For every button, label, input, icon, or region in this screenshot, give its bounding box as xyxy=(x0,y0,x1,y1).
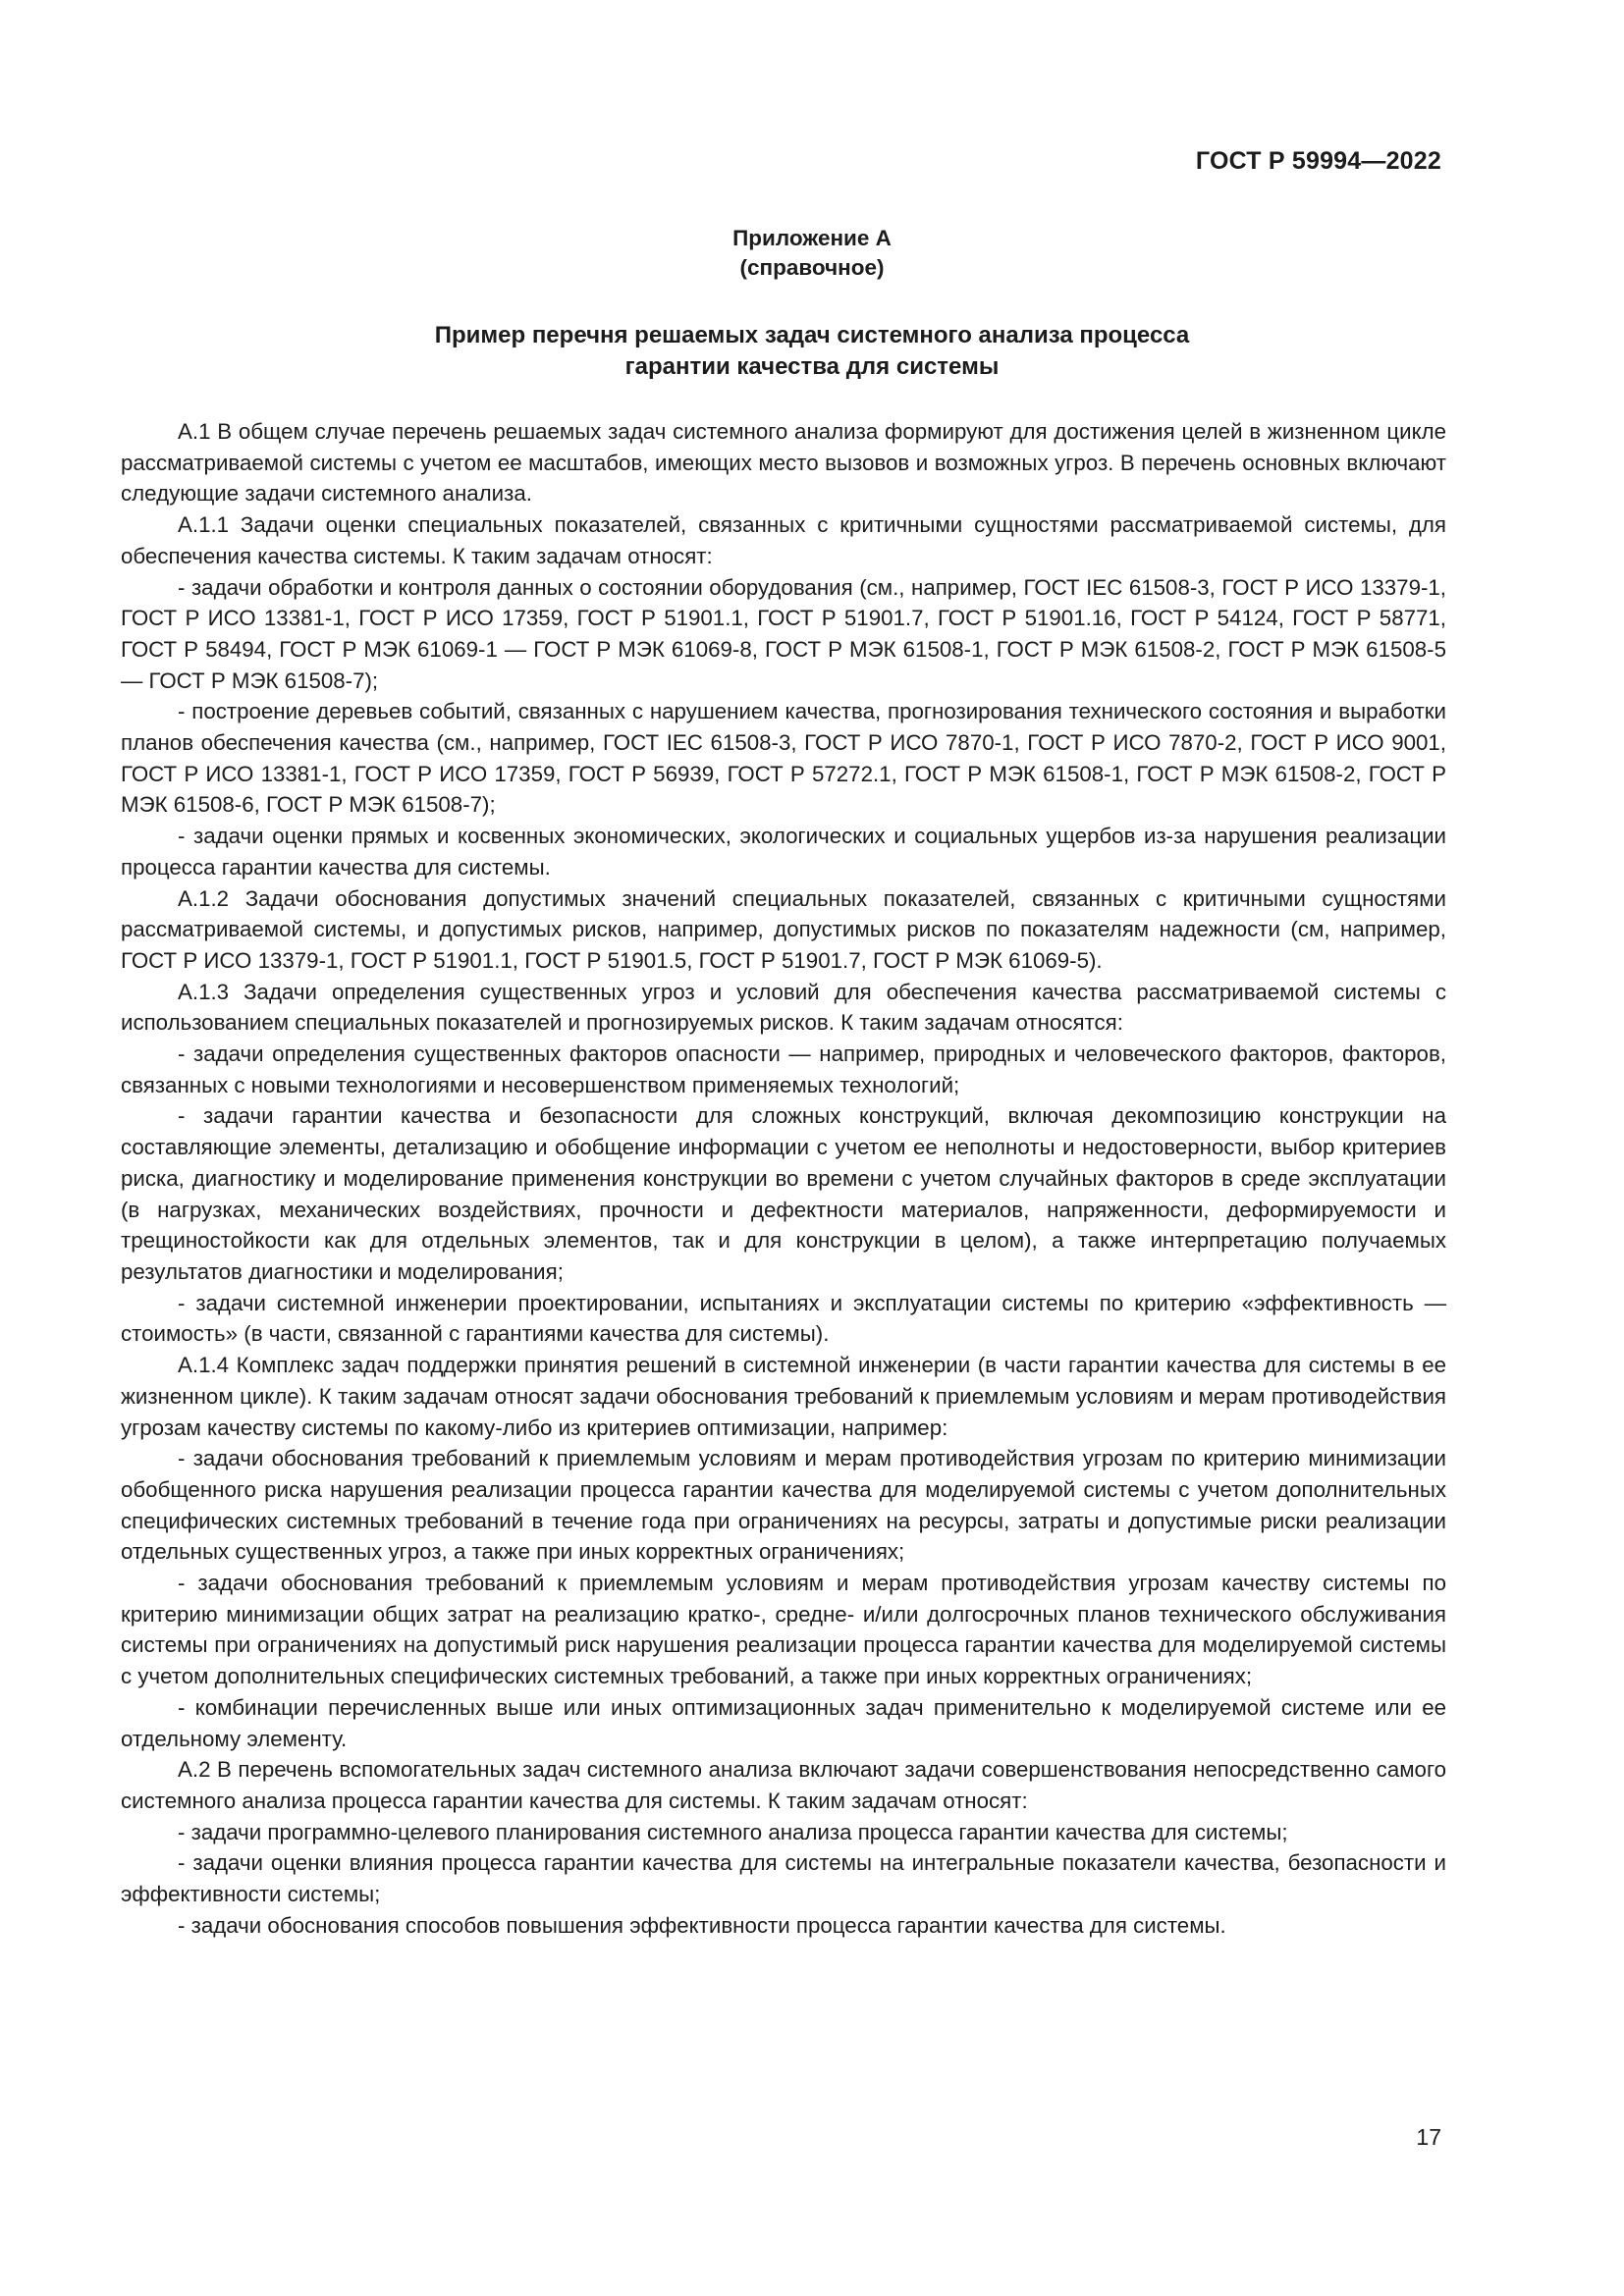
paragraph: - задачи программно-целевого планирования системного анализа процесса гарантии качества для системы; xyxy=(178,1819,1288,1844)
appendix-kind: (справочное) xyxy=(739,255,885,280)
paragraph: - задачи обоснования требований к приемлемым условиям и мерам противодействия угрозам по критерию минимизации обобщенного риска нарушения реализации процесса гарантии качества для моделируемой системы с учетом дополнительных специфических системных требований в течение года при ограничениях на ресурсы, затраты и допустимые риски реализации отдельных существенных угроз, а также при иных корректных ограничениях; xyxy=(121,1446,1446,1565)
paragraph: А.1 В общем случае перечень решаемых задач системного анализа формируют для достижения целей в жизненном цикле рассматриваемой системы с учетом ее масштабов, имеющих место вызовов и возможных угроз. В перечень основных включают следующие задачи системного анализа. xyxy=(121,419,1446,507)
paragraph: - задачи обоснования способов повышения эффективности процесса гарантии качества для системы. xyxy=(178,1912,1226,1938)
paragraph: - комбинации перечисленных выше или иных оптимизационных задач применительно к моделируемой системе или ее отдельному элементу. xyxy=(121,1694,1446,1751)
paragraph: - задачи системной инженерии проектировании, испытаниях и эксплуатации системы по критерию «эффективность — стоимость» (в части, связанной с гарантиями качества для системы). xyxy=(121,1290,1446,1347)
page-number: 17 xyxy=(1416,2124,1441,2150)
paragraph: - построение деревьев событий, связанных с нарушением качества, прогнозирования технического состояния и выработки планов обеспечения качества (см., например, ГОСТ IEC 61508-3, ГОСТ Р ИСО 7870-1, ГОСТ Р ИСО 7870-2, ГОСТ Р ИСО 9001, ГОСТ Р ИСО 13381-1, ГОСТ Р ИСО 17359, ГОСТ Р 56939, ГОСТ Р 57272.1, ГОСТ Р МЭК 61508-1, ГОСТ Р МЭК 61508-2, ГОСТ Р МЭК 61508-6, ГОСТ Р МЭК 61508-7); xyxy=(121,699,1446,818)
appendix-title-line-1: Пример перечня решаемых задач системного анализа процесса xyxy=(434,322,1190,348)
paragraph: - задачи обоснования требований к приемлемым условиям и мерам противодействия угрозам качеству системы по критерию минимизации общих затрат на реализацию кратко-, средне- и/или долгосрочных планов технического обслуживания системы при ограничениях на допустимый риск нарушения реализации процесса гарантии качества для моделируемой системы с учетом дополнительных специфических системных требований, а также при иных корректных ограничениях; xyxy=(121,1571,1446,1689)
paragraph: - задачи оценки влияния процесса гарантии качества для системы на интегральные показатели качества, безопасности и эффективности системы; xyxy=(121,1850,1446,1907)
appendix-title-line-2: гарантии качества для системы xyxy=(624,353,1000,380)
paragraph: - задачи определения существенных факторов опасности — например, природных и человеческого факторов, факторов, связанных с новыми технологиями и несовершенством применяемых технологий; xyxy=(121,1041,1446,1097)
paragraph: А.1.4 Комплекс задач поддержки принятия решений в системной инженерии (в части гарантии качества для системы в ее жизненном цикле). К таким задачам относят задачи обоснования требований к приемлемым условиям и мерам противодействия угрозам качеству системы по какому-либо из критериев оптимизации, например: xyxy=(121,1353,1446,1440)
appendix-title xyxy=(0,320,1624,383)
paragraph: А.2 В перечень вспомогательных задач системного анализа включают задачи совершенствования непосредственно самого системного анализа процесса гарантии качества для системы. К таким задачам относят: xyxy=(121,1757,1446,1813)
body-text xyxy=(121,416,1446,1941)
paragraph: А.1.3 Задачи определения существенных угроз и условий для обеспечения качества рассматриваемой системы с использованием специальных показателей и прогнозируемых рисков. К таким задачам относятся: xyxy=(121,979,1446,1036)
appendix-label: Приложение А xyxy=(732,226,892,250)
paragraph: - задачи гарантии качества и безопасности для сложных конструкций, включая декомпозицию конструкции на составляющие элементы, детализацию и обобщение информации с учетом ее неполноты и недостоверности, выбор критериев риска, диагностику и моделирование применения конструкции во времени с учетом случайных факторов в среде эксплуатации (в нагрузках, механических воздействиях, прочности и дефектности материалов, напряженности, деформируемости и трещиностойкости как для отдельных элементов, так и для конструкции в целом), а также интерпретацию получаемых результатов диагностики и моделирования; xyxy=(121,1103,1446,1284)
paragraph: - задачи оценки прямых и косвенных экономических, экологических и социальных ущербов из-за нарушения реализации процесса гарантии качества для системы. xyxy=(121,824,1446,880)
document-code-header: ГОСТ Р 59994—2022 xyxy=(1195,147,1441,175)
paragraph: - задачи обработки и контроля данных о состоянии оборудования (см., например, ГОСТ IEC 61508-3, ГОСТ Р ИСО 13379-1, ГОСТ Р ИСО 13381-1, ГОСТ Р ИСО 17359, ГОСТ Р 51901.1, ГОСТ Р 51901.7, ГОСТ Р 51901.16, ГОСТ Р 54124, ГОСТ Р 58771, ГОСТ Р 58494, ГОСТ Р МЭК 61069-1 — ГОСТ Р МЭК 61069-8, ГОСТ Р МЭК 61508-1, ГОСТ Р МЭК 61508-2, ГОСТ Р МЭК 61508-5 — ГОСТ Р МЭК 61508-7); xyxy=(121,574,1446,693)
paragraph: А.1.1 Задачи оценки специальных показателей, связанных с критичными сущностями рассматриваемой системы, для обеспечения качества системы. К таким задачам относят: xyxy=(121,512,1446,568)
appendix-heading xyxy=(0,224,1624,283)
paragraph: А.1.2 Задачи обоснования допустимых значений специальных показателей, связанных с критичными сущностями рассматриваемой системы, и допустимых рисков, например, допустимых рисков по показателям надежности (см, например, ГОСТ Р ИСО 13379-1, ГОСТ Р 51901.1, ГОСТ Р 51901.5, ГОСТ Р 51901.7, ГОСТ Р МЭК 61069-5). xyxy=(121,885,1446,973)
